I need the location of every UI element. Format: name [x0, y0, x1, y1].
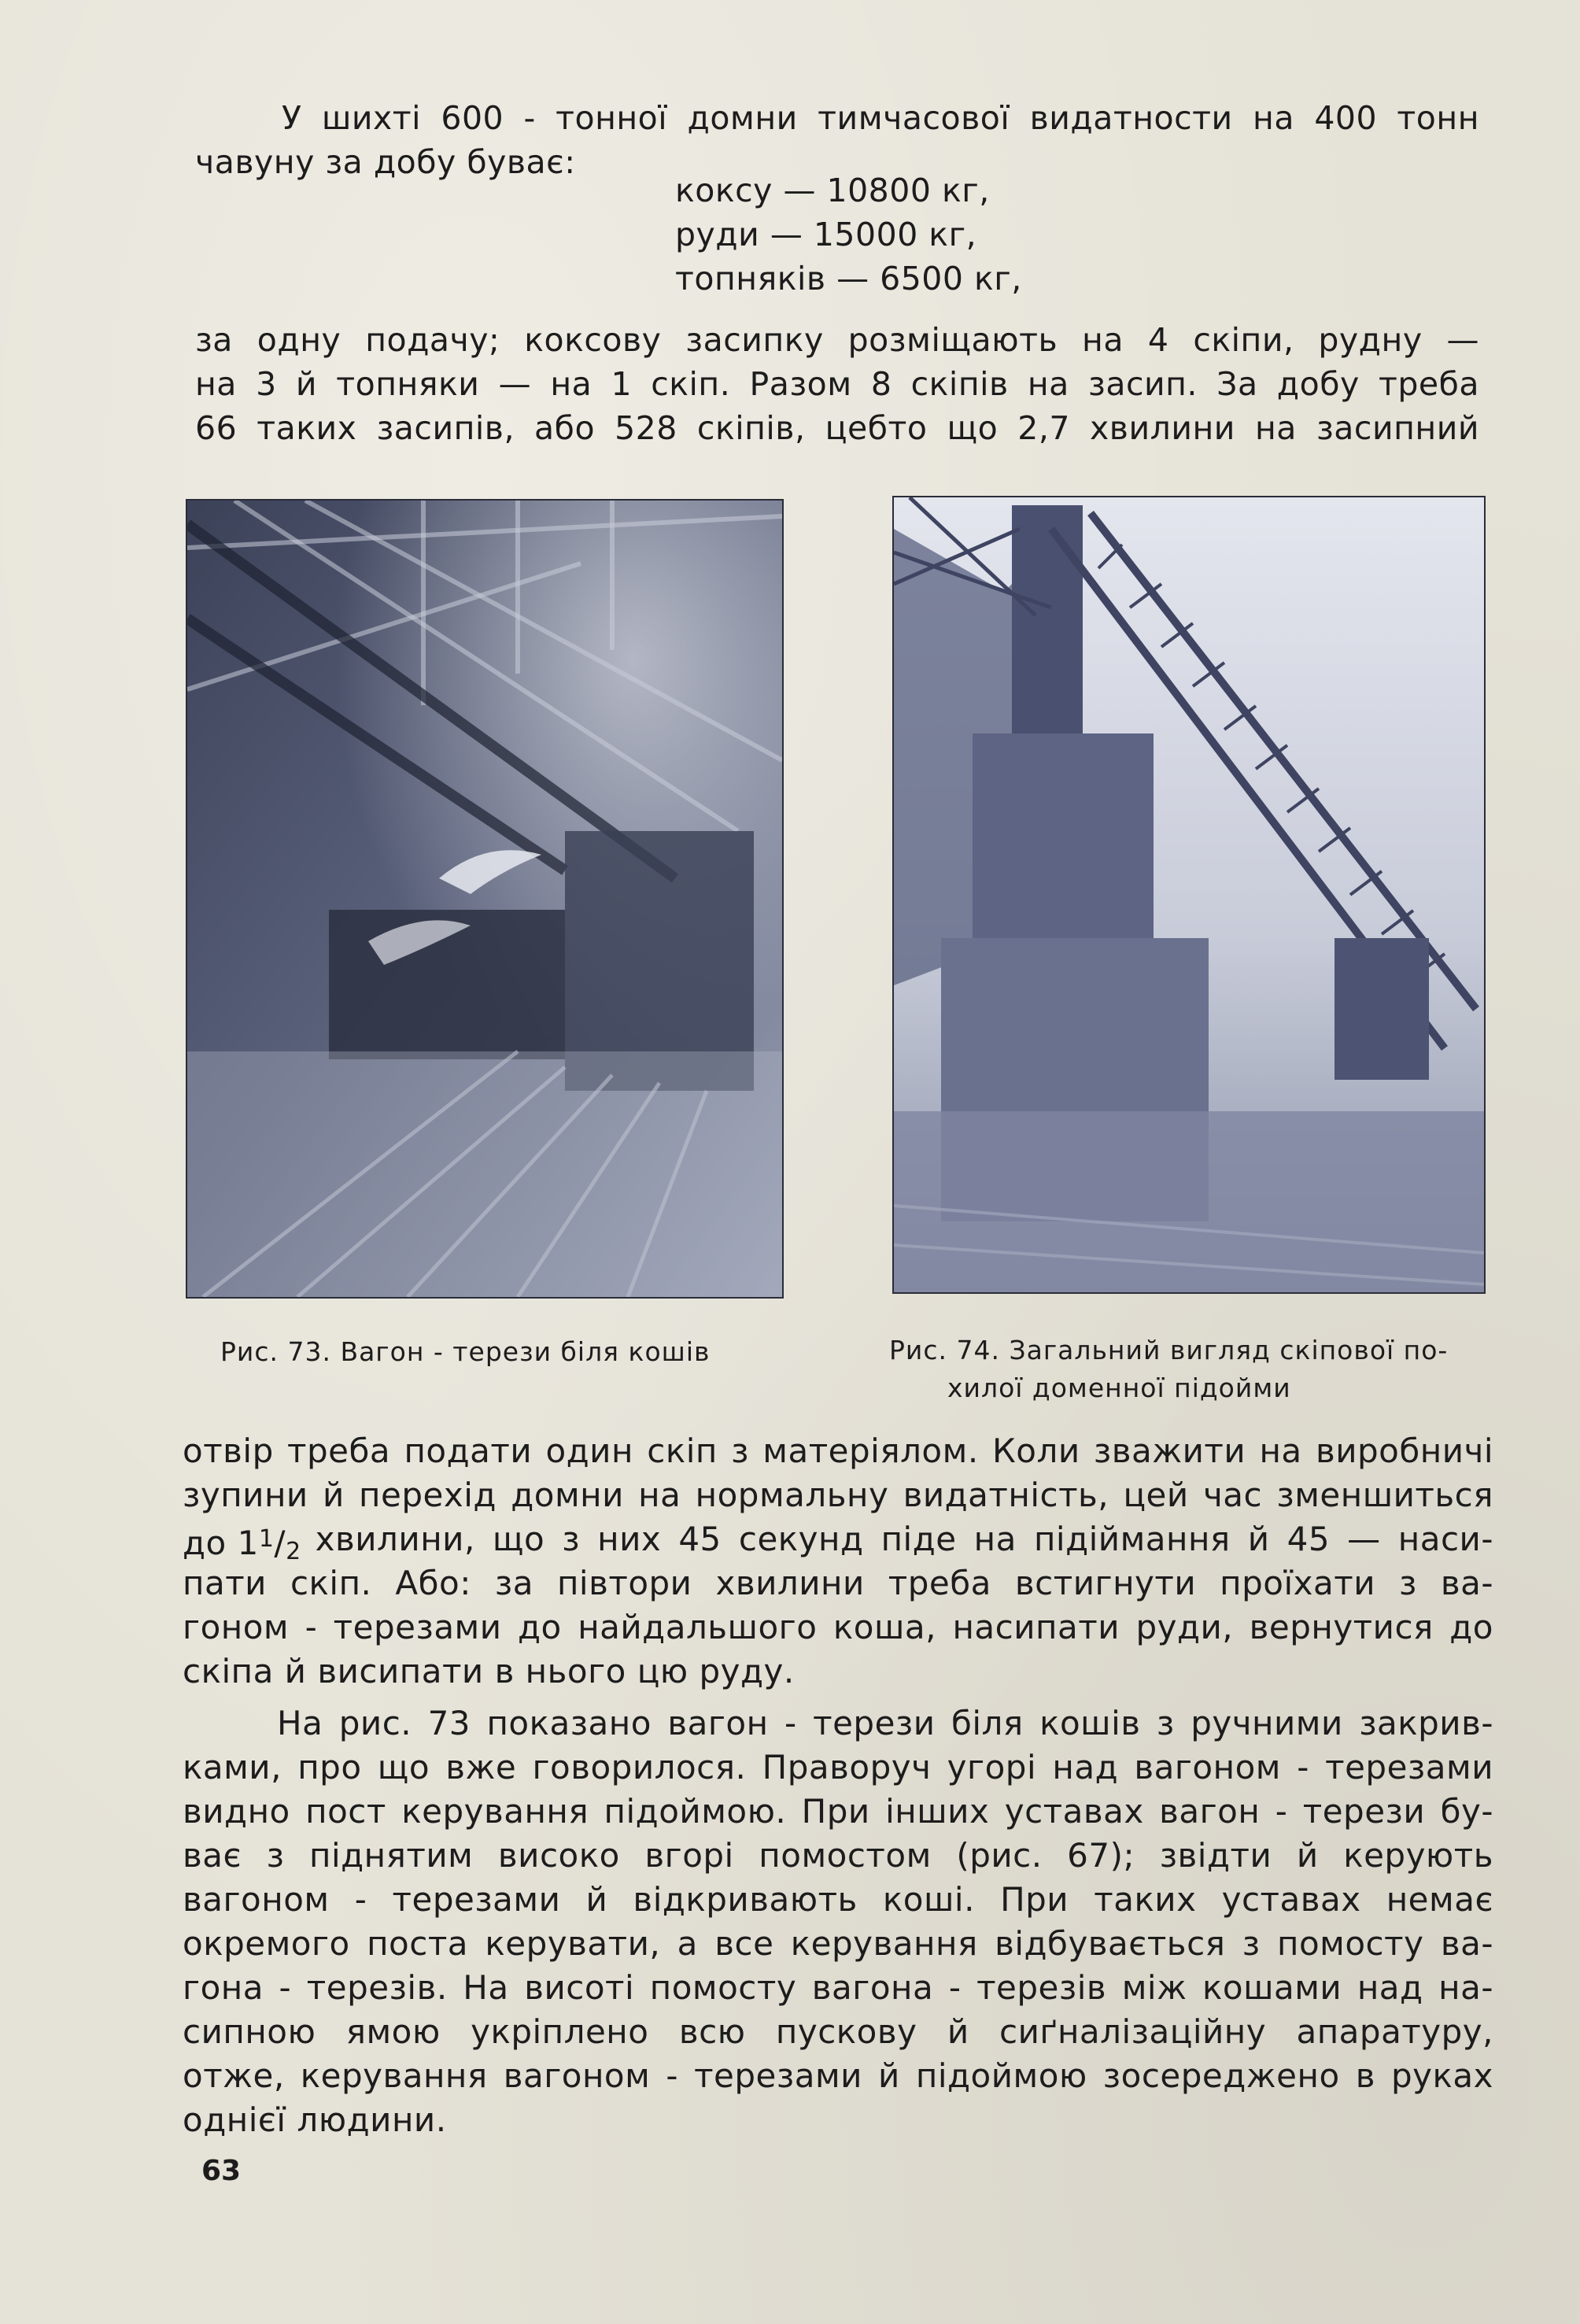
text-line: пати скіп. Або: за півтори хвилини треба встигнути проїхати з ва-: [183, 1564, 1493, 1602]
text-line: видно пост керування підоймою. При інших уставах вагон - терези бу-: [183, 1792, 1493, 1831]
text-line-rest: хвилини, що з них 45 секунд піде на підіймання й 45 — наси-: [315, 1520, 1493, 1558]
fraction-slash: /: [274, 1524, 286, 1562]
text-line: скіпа й висипати в нього цю руду.: [183, 1652, 795, 1690]
text-line: отже, керування вагоном - терезами й підоймою зосереджено в руках: [183, 2056, 1493, 2095]
text-line: На рис. 73 показано вагон - терези біля кошів з ручними закрив-: [277, 1704, 1493, 1742]
text-line: У шихті 600 - тонної домни тимчасової видатности на 400 тонн: [282, 99, 1479, 137]
text-line: ками, про що вже говорилося. Праворуч угорі над вагоном - терезами: [183, 1748, 1493, 1786]
weigh-car-photo-illustration: [187, 501, 782, 1297]
text-line: на 3 й топняки — на 1 скіп. Разом 8 скіпів на засип. За добу треба: [195, 365, 1479, 403]
figure-73-caption: Рис. 73. Вагон - терези біля кошів: [220, 1336, 711, 1367]
figure-73-photo: [186, 499, 784, 1299]
text-line: чавуну за добу буває:: [195, 143, 576, 181]
text-line: 66 таких засипів, або 528 скіпів, цебто що 2,7 хвилини на засипний: [195, 409, 1479, 447]
charge-coke: коксу — 10800 кг,: [675, 172, 990, 209]
charge-ore: руди — 15000 кг,: [675, 216, 977, 253]
text-line: вагоном - терезами й відкривають коші. При таких уставах немає: [183, 1880, 1493, 1919]
text-line: ває з піднятим високо вгорі помостом (рис. 67); звідти й керують: [183, 1836, 1493, 1875]
figure-74-caption-line2: хилої доменної підойми: [947, 1373, 1291, 1403]
text-line: сипною ямою укріплено всю пускову й сиґналізаційну апаратуру,: [183, 2012, 1493, 2051]
fraction-denominator: 2: [286, 1538, 301, 1565]
text-line: гоном - терезами до найдальшого коша, насипати руди, вернутися до: [183, 1608, 1493, 1646]
text-line: окремого поста керувати, а все керування відбувається з помосту ва-: [183, 1924, 1493, 1963]
charge-flux: топняків — 6500 кг,: [675, 260, 1022, 297]
fraction-prefix: до 1: [183, 1524, 259, 1562]
fraction-numerator: 1: [258, 1525, 275, 1553]
text-line: за одну подачу; коксову засипку розміщають на 4 скіпи, рудну —: [195, 321, 1479, 359]
page-number: 63: [201, 2155, 242, 2187]
skip-hoist-photo-illustration: [894, 497, 1484, 1292]
text-line: гона - терезів. На висоті помосту вагона - терезів між кошами над на-: [183, 1968, 1493, 2007]
text-line: однієї людини.: [183, 2100, 447, 2139]
text-line: зупини й перехід домни на нормальну видатність, цей час зменшиться: [183, 1476, 1493, 1514]
figure-74-photo: [892, 496, 1486, 1294]
text-line: отвір треба подати один скіп з матеріялом. Коли зважити на виробничі: [183, 1432, 1493, 1470]
figure-74-caption-line1: Рис. 74. Загальний вигляд скіпової по-: [889, 1335, 1449, 1365]
